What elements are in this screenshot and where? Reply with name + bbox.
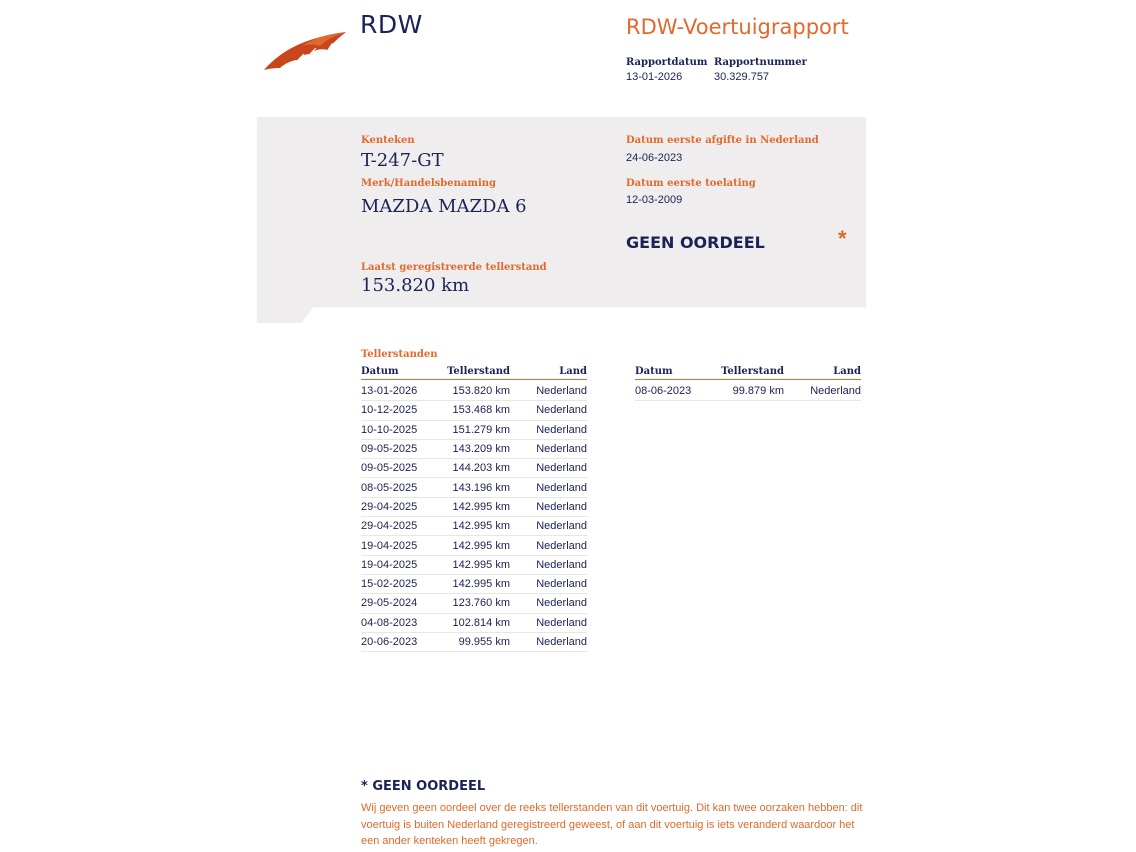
odometer-table-2 xyxy=(635,366,861,401)
cell-country: Nederland xyxy=(536,578,587,591)
make-label: Merk/Handelsbenaming xyxy=(361,178,497,189)
cell-reading: 151.279 km xyxy=(452,423,510,436)
cell-country: Nederland xyxy=(536,385,587,398)
footnote-star: * xyxy=(361,779,368,794)
cell-country: Nederland xyxy=(536,636,587,648)
brand-name: RDW xyxy=(360,10,423,39)
cell-date: 29-04-2025 xyxy=(361,520,418,533)
vehicle-summary-panel xyxy=(257,117,866,323)
cell-date: 19-04-2025 xyxy=(361,558,418,571)
plate-value: T-247-GT xyxy=(361,150,444,171)
col-country-header: Land xyxy=(833,366,861,377)
table-header xyxy=(635,366,861,380)
table-row xyxy=(635,382,861,401)
odometer-table-1 xyxy=(361,366,587,652)
table-row xyxy=(361,401,587,420)
cell-reading: 144.203 km xyxy=(452,462,510,475)
last-odometer-value: 153.820 km xyxy=(361,275,470,296)
cell-date: 09-05-2025 xyxy=(361,443,418,456)
col-date-header: Datum xyxy=(361,366,399,377)
cell-reading: 143.196 km xyxy=(452,481,510,494)
verdict: GEEN OORDEEL xyxy=(626,233,765,252)
table-row xyxy=(361,517,587,536)
cell-country: Nederland xyxy=(536,462,587,475)
first-nl-label: Datum eerste afgifte in Nederland xyxy=(626,135,819,146)
cell-reading: 143.209 km xyxy=(452,443,510,456)
odometer-section-title: Tellerstanden xyxy=(361,349,438,360)
first-nl-value: 24-06-2023 xyxy=(626,152,683,164)
cell-reading: 153.820 km xyxy=(452,385,510,398)
report-title: RDW-Voertuigrapport xyxy=(626,15,849,39)
first-admission-value: 12-03-2009 xyxy=(626,194,683,206)
cell-date: 10-12-2025 xyxy=(361,404,418,417)
cell-reading: 99.955 km xyxy=(458,636,510,648)
cell-country: Nederland xyxy=(536,404,587,417)
table-row xyxy=(361,556,587,575)
table-row xyxy=(361,498,587,517)
report-date-value: 13-01-2026 xyxy=(626,71,683,83)
cell-reading: 123.760 km xyxy=(452,597,510,610)
table-row xyxy=(361,575,587,594)
cell-reading: 102.814 km xyxy=(452,616,510,629)
first-admission-label: Datum eerste toelating xyxy=(626,178,756,189)
make-value: MAZDA MAZDA 6 xyxy=(361,196,527,217)
report-date-label: Rapportdatum xyxy=(626,57,708,68)
cell-country: Nederland xyxy=(536,500,587,513)
report-number xyxy=(714,57,807,83)
col-country-header: Land xyxy=(559,366,587,377)
cell-date: 04-08-2023 xyxy=(361,616,418,629)
col-date-header: Datum xyxy=(635,366,673,377)
table-row xyxy=(361,421,587,440)
cell-country: Nederland xyxy=(810,385,861,398)
plate-label: Kenteken xyxy=(361,135,415,146)
footnote-title-text: GEEN OORDEEL xyxy=(372,779,486,794)
report-date xyxy=(626,57,708,83)
table-row xyxy=(361,440,587,459)
col-reading-header: Tellerstand xyxy=(721,366,784,377)
last-odometer-label: Laatst geregistreerde tellerstand xyxy=(361,262,547,273)
cell-reading: 142.995 km xyxy=(452,558,510,571)
cell-reading: 142.995 km xyxy=(452,539,510,552)
col-reading-header: Tellerstand xyxy=(447,366,510,377)
table-row xyxy=(361,459,587,478)
verdict-marker: * xyxy=(838,226,847,251)
cell-date: 08-06-2023 xyxy=(635,385,692,398)
cell-date: 10-10-2025 xyxy=(361,423,418,436)
cell-country: Nederland xyxy=(536,481,587,494)
table-row xyxy=(361,536,587,555)
cell-date: 08-05-2025 xyxy=(361,481,418,494)
cell-country: Nederland xyxy=(536,616,587,629)
footnote-text: Wij geven geen oordeel over de reeks tellerstanden van dit voertuig. Dit kan twee oorzaken hebben: dit voertuig is buiten Nederland geregistreerd geweest, of aan dit voertuig is iets veranderd waardoor het een ander kenteken heeft gekregen. xyxy=(361,802,863,847)
cell-country: Nederland xyxy=(536,597,587,610)
cell-reading: 99.879 km xyxy=(732,385,784,398)
cell-date: 20-06-2023 xyxy=(361,636,418,648)
cell-date: 29-05-2024 xyxy=(361,597,418,610)
report-number-label: Rapportnummer xyxy=(714,57,807,68)
cell-country: Nederland xyxy=(536,558,587,571)
table-row xyxy=(361,382,587,401)
cell-country: Nederland xyxy=(536,520,587,533)
table-header xyxy=(361,366,587,380)
report-number-value: 30.329.757 xyxy=(714,71,770,83)
table-row xyxy=(361,614,587,633)
cell-date: 15-02-2025 xyxy=(361,578,418,591)
cell-reading: 142.995 km xyxy=(452,500,510,513)
cell-country: Nederland xyxy=(536,423,587,436)
cell-country: Nederland xyxy=(536,539,587,552)
table-row xyxy=(361,594,587,613)
cell-date: 19-04-2025 xyxy=(361,539,418,552)
table-row xyxy=(361,633,587,652)
cell-reading: 142.995 km xyxy=(452,578,510,591)
table-row xyxy=(361,478,587,497)
cell-date: 13-01-2026 xyxy=(361,385,418,398)
cell-reading: 153.468 km xyxy=(452,404,510,417)
cell-country: Nederland xyxy=(536,443,587,456)
cell-date: 09-05-2025 xyxy=(361,462,418,475)
rdw-logo-icon xyxy=(262,24,348,72)
footnote-title xyxy=(361,779,485,794)
cell-date: 29-04-2025 xyxy=(361,500,418,513)
cell-reading: 142.995 km xyxy=(452,520,510,533)
